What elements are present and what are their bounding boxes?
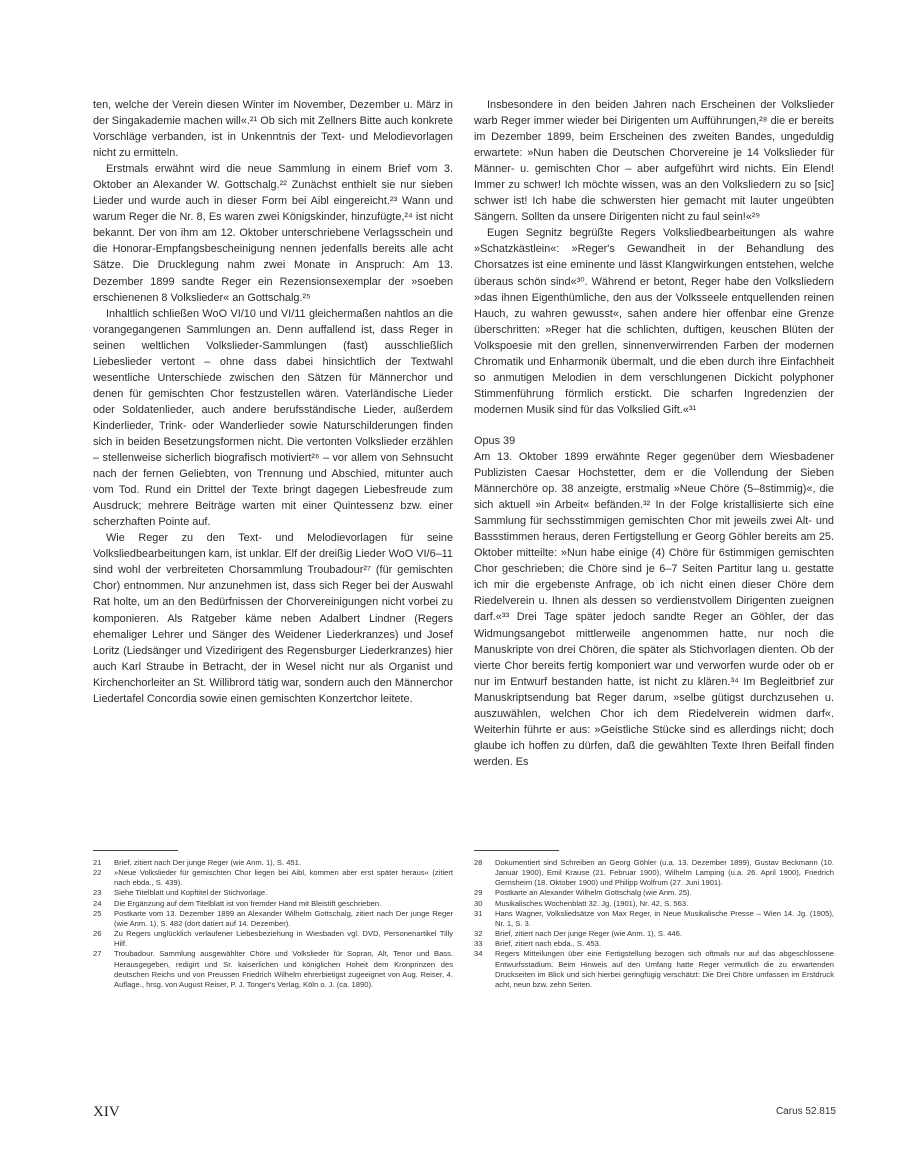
footnote	[474, 909, 834, 929]
footnote-number: 29	[474, 888, 483, 898]
footnote-number: 32	[474, 929, 483, 939]
page-number: XIV	[93, 1104, 120, 1120]
paragraph: Insbesondere in den beiden Jahren nach Erscheinen der Volkslieder warb Reger immer wieder bei Dirigenten um Aufführungen,²⁸ die er bereits im Dezember 1899, beim Erscheinen des zweiten Bandes, ungeduldig erwartete: »Nun haben die Deutschen Chorvereine je 14 Volkslieder für Männer- u. gemischten Chor – aber aufgeführt wird nichts. Ein Elend! Immer zu schwer! Ich möchte wissen, was an den Volksliedern zu so [sic] schwer ist! Ich habe die schwersten hier gemacht mit lauter ungeübten Sängern. Sollten da unsere Dirigenten nicht zu faul sein!«²⁹	[474, 99, 834, 224]
footnote-number: 28	[474, 858, 483, 867]
footnote	[93, 899, 453, 909]
footnote	[474, 929, 834, 939]
footnote-number: 22	[93, 868, 102, 878]
footnote-text: Troubadour. Sammlung ausgewählter Chöre und Volkslieder für Sopran, Alt, Tenor und Bass. Herausgegeben, redigirt und Sr. kaiserlichen und königlichen Hoheit dem Kronprinzen des deutschen Reichs und von Preussen Friedrich Wilhelm ehrerbietigst zugeeignet von Aug. Reiser, 4. Auflage., hrsg. von August Reiser, P. J. Tonger's Verlag, Köln o. J. (ca. 1890).	[114, 949, 453, 989]
footnote-text: Die Ergänzung auf dem Titelblatt ist von fremder Hand mit Bleistift geschrieben.	[114, 898, 382, 908]
footnote-number: 30	[474, 898, 483, 908]
footnote-text: Postkarte vom 13. Dezember 1899 an Alexander Wilhelm Gottschalg, zitiert nach Der junge Reger (wie Anm. 1), S. 482 (dort datiert auf 14. Dezember).	[114, 908, 453, 928]
footnote	[93, 868, 453, 888]
paragraph: ten, welche der Verein diesen Winter im November, Dezember u. März in der Singakademie machen will«.²¹ Ob sich mit Zellners Bitte auch konkrete Vorschläge verbanden, ist in Unkenntnis der Text- und Melodievorlagen nicht zu ermitteln.	[93, 99, 453, 160]
footnote-text: Dokumentiert sind Schreiben an Georg Göhler (u.a. 13. Dezember 1899), Gustav Beckmann (10. Januar 1900), Emil Krause (21. Februar 1900), Wilhelm Lamping (u.a. 26. April 1900), Friedrich Gernsheim (18. Oktober 1900) und Philipp Wolfrum (27. Juni 1901).	[495, 858, 834, 888]
footnote-text: »Neue Volkslieder für gemischten Chor liegen bei Aibl, kommen aber erst später heraus« (zitiert nach ebda., S. 439).	[114, 868, 453, 888]
paragraph: Erstmals erwähnt wird die neue Sammlung in einem Brief vom 3. Oktober an Alexander W. Gottschalg.²² Zunächst enthielt sie nur sieben Lieder und wurde auch in dieser Form bei Aibl eingereicht.²³ Wann und warum Reger die Nr. 8, Es waren zwei Königskinder, hinzufügte,²⁴ ist nicht bekannt. Der von ihm am 12. Oktober unterschriebene Verlagsschein und die Honorar-Empfangsbescheinigung nennen jedenfalls bereits alle acht Sätze. Die Drucklegung nahm zwei Monate in Anspruch: Am 13. Dezember 1899 sandte Reger ein Rezensionsexemplar der »soeben erschienenen 8 Volkslieder« an Gottschalg.²⁵	[93, 163, 453, 304]
footnote-number: 21	[93, 858, 102, 867]
footnote-text: Brief, zitiert nach ebda., S. 453.	[495, 939, 601, 949]
footnote	[93, 909, 453, 929]
footnote-number: 27	[93, 949, 102, 959]
section-heading: Opus 39	[474, 434, 516, 447]
footnote-number: 23	[93, 888, 102, 898]
footnote-divider	[93, 850, 178, 851]
left-text-column	[93, 97, 453, 707]
edition-label: Carus 52.815	[775, 1106, 836, 1117]
footnote	[474, 858, 834, 888]
footnote-text: Hans Wagner, Volksliedsätze von Max Reger, in Neue Musikalische Presse – Wien 14. Jg. (1905), Nr. 1, S. 3.	[495, 908, 834, 928]
footnote	[474, 949, 834, 990]
footnote	[474, 899, 834, 909]
footnote-number: 31	[474, 908, 483, 918]
footnote	[93, 929, 453, 949]
footnote	[474, 939, 834, 949]
footnote-divider	[474, 850, 559, 851]
footnote-number: 34	[474, 949, 483, 959]
footnote-text: Regers Mitteilungen über eine Fertigstellung bezogen sich oftmals nur auf das abgeschlossene Entwurfsstadium. Beim Hinweis auf den Umfang hatte Reger vermutlich die zu erwartenden Druckseiten im Blick und sich hierbei geringfügig verschätzt: Die Drei Chöre umfassen im Erstdruck acht, neun bzw. zehn Seiten.	[495, 949, 834, 989]
footnote-text: Zu Regers unglücklich verlaufener Liebesbeziehung in Wiesbaden vgl. DVD, Personenartikel Tilly Hilf.	[114, 929, 453, 949]
footnotes-left	[93, 858, 453, 990]
footnote-text: Siehe Titelblatt und Kopftitel der Stichvorlage.	[114, 888, 268, 898]
footnote-number: 33	[474, 939, 483, 949]
footnote	[93, 949, 453, 990]
footnote-number: 25	[93, 908, 102, 918]
footnote-text: Postkarte an Alexander Wilhelm Gottschalg (wie Anm. 25).	[495, 888, 692, 898]
footnote-text: Brief, zitiert nach Der junge Reger (wie Anm. 1), S. 446.	[495, 929, 682, 939]
footnote-number: 24	[93, 898, 102, 908]
paragraph: Wie Reger zu den Text- und Melodievorlagen für seine Volksliedbearbeitungen kam, ist unklar. Elf der dreißig Lieder WoO VI/6–11 sind wohl der verbreiteten Chorsammlung Troubadour²⁷ (für gemischten Chor) entnommen. Nur anzunehmen ist, dass sich Reger bei der Auswahl Rat holte, um an den Bedürfnissen der Chorvereinigungen nicht vorbei zu komponieren. Als Ratgeber käme neben Adalbert Lindner (Regers ehemaliger Lehrer und Sänger des Weidener Liederkranzes) und Josef Loritz (Liedsänger und Vizedirigent des Regensburger Liederkranzes) hier auch Karl Straube in Betracht, der in Wesel nicht nur als Organist und Kirchenchorleiter an St. Willibrord tätig war, sondern auch den Männerchor Liedertafel Concordia sowie einen gemischten Konzertchor leitete.	[93, 532, 453, 705]
paragraph: Inhaltlich schließen WoO VI/10 und VI/11 gleichermaßen nahtlos an die vorangegangenen Sammlungen an. Denn auffallend ist, dass Reger in seinen weltlichen Volkslieder-Sammlungen (fast) ausschließlich Liebeslieder vertont – ohne dass dabei hinsichtlich der Textwahl wesentliche Unterschiede zwischen den Sätzen für Männerchor und denen für gemischten Chor festzustellen wären. Vaterländische Lieder oder Soldatenlieder, auch andere berufsständische Lieder, außerdem Kinderlieder, Trink- oder Wanderlieder sowie Naturschilderungen finden sich in beiden Besetzungsformen nicht. Die vertonten Volkslieder erzählen – stellenweise sicherlich biografisch motiviert²⁶ – vor allem von Sehnsucht nach der fernen Geliebten, von Trennung und Abschied, mitunter auch vom Tod. Rund ein Drittel der Texte bringt dagegen Liebesfreude zum Ausdruck; mehrere Beiträge warten mit einer Quintessenz bzw. einer scherzhaften Pointe auf.	[93, 307, 453, 529]
footnote	[93, 888, 453, 898]
paragraph: Eugen Segnitz begrüßte Regers Volksliedbearbeitungen als wahre »Schatzkästlein«: »Reger's Gewandheit in der Behandlung des Chorsatzes ist eine eminente und lässt Klangwirkungen entstehen, welche überaus schön sind«³⁰. Während er betont, Reger habe den Volksliedern »das ihnen Eigenthümliche, den aus der Volksseele entquellenden reinen Hauch, zu wahren gewusst«, sahen andere hier offenbar eine Grenze überschritten: »Reger hat die schlichten, duftigen, keuschen Blüten der Volkspoesie mit den grellen, sinnenverwirrenden Farben der modernen Chromatik und Enharmonik übermalt, und die eben durch ihre Einfachheit so anmutigen Melodien in dem verschlungenen Dickicht polyphoner Stimmenführung förmlich erstickt. Die scharfen Ingredenzien der modernen Musik sind für das Volkslied Gift.«³¹	[474, 227, 834, 416]
paragraph: Am 13. Oktober 1899 erwähnte Reger gegenüber dem Wiesbadener Publizisten Caesar Hochstetter, dem er die Vollendung der Sieben Männerchöre op. 38 anzeigte, erstmalig »Neue Chöre (5–8stimmig)«, die sich aktuell »in Arbeit« befänden.³² In der Folge kristallisierte sich eine Sammlung für sechsstimmigen gemischten Chor mit jeweils zwei Alt- und Bassstimmen heraus, deren Fertigstellung er Georg Göhler bereits am 25. Oktober mitteilte: »Nun habe einige (4) Chöre für 6stimmigen gemischten Chor geschrieben; die Chöre sind je 6–7 Seiten Partitur lang u. gestatte ich mir die ergebenste Anfrage, ob ich nicht einen dieser Chöre dem Riedelverein u. Ihnen als dessen so verdienstvollem Dirigenten zueignen darf.«³³ Drei Tage später jedoch sandte Reger an Göhler, der das Widmungsangebot mittlerweile angenommen hatte, nur noch die Manuskripte von drei Chören, die später als Stichvorlagen dienten. Ob der vierte Chor bereits fertig komponiert war und verworfen wurde oder ob er nur im Entwurf bestanden hatte, ist nicht zu klären.³⁴ Im Begleitbrief zur Manuskriptsendung bat Reger darum, »selbe gütigst durchzusehen u. auszuwählen, welchen Chor ich dem Riedelverein widmen darf«. Weiterhin führte er aus: »Geistliche Stücke sind es allerdings nicht; doch glaube ich hoffen zu dürfen, daß die gewählten Texte Ihren Beifall finden werden. Es	[474, 450, 834, 768]
footnote	[474, 888, 834, 898]
footnotes-right	[474, 858, 834, 990]
footnote-number: 26	[93, 929, 102, 939]
footnote-text: Musikalisches Wochenblatt 32. Jg. (1901), Nr. 42, S. 563.	[495, 898, 689, 908]
right-text-column	[474, 97, 834, 770]
footnote-text: Brief, zitiert nach Der junge Reger (wie Anm. 1), S. 451.	[114, 858, 301, 867]
footnote	[93, 858, 453, 868]
